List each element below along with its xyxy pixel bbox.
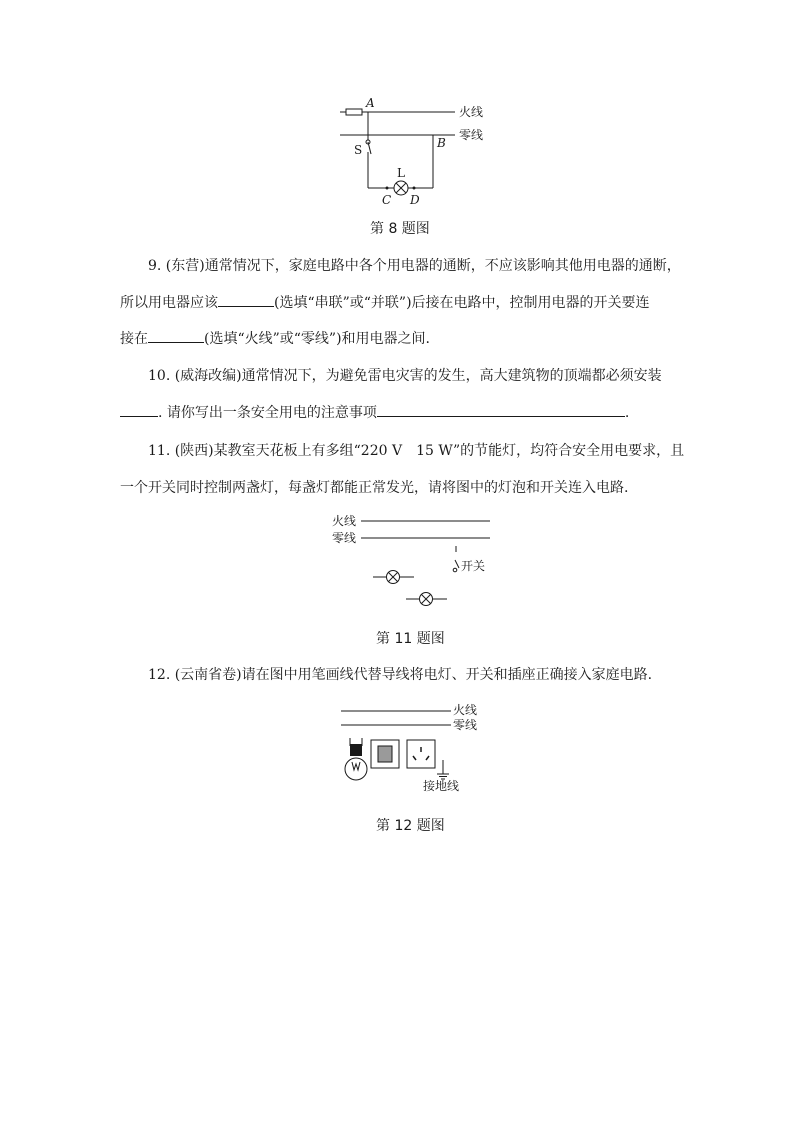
question-9 bbox=[120, 256, 680, 276]
label-d: D bbox=[410, 193, 420, 207]
question-11 bbox=[120, 441, 685, 461]
zero-line-label: 零线 bbox=[459, 128, 484, 142]
q10-blank-2[interactable] bbox=[377, 402, 625, 417]
q9-blank-1[interactable] bbox=[218, 292, 274, 307]
question-9-line2 bbox=[120, 292, 680, 313]
label-c: C bbox=[382, 193, 392, 207]
switch-icon bbox=[453, 546, 459, 572]
q9-line1: 9. (东营)通常情况下，家庭电路中各个用电器的通断，不应该影响其他用电器的通断， bbox=[148, 258, 681, 274]
figure-11-caption: 第 11 题图 bbox=[376, 631, 445, 647]
figure-11-circuit bbox=[330, 510, 500, 610]
q11-line2: 一个开关同时控制两盏灯，每盏灯都能正常发光，请将图中的灯泡和开关连入电路. bbox=[120, 480, 629, 496]
question-11-line2 bbox=[120, 478, 680, 498]
q9-line2-b: (选填“串联”或“并联”)后接在电路中，控制用电器的开关要连 bbox=[274, 295, 650, 311]
question-12 bbox=[120, 665, 680, 685]
wall-switch-icon bbox=[371, 740, 399, 768]
fig11-fire-line-label: 火线 bbox=[332, 514, 357, 528]
light-bulb-icon bbox=[345, 738, 367, 780]
label-s: S bbox=[354, 143, 363, 157]
figure-8-caption: 第 8 题图 bbox=[370, 221, 430, 237]
q9-line2-a: 所以用电器应该 bbox=[120, 295, 218, 311]
figure-12-caption: 第 12 题图 bbox=[376, 818, 445, 834]
q9-line3-b: (选填“火线”或“零线”)和用电器之间. bbox=[204, 331, 431, 347]
label-l: L bbox=[397, 166, 405, 180]
figure-8-circuit bbox=[330, 92, 500, 207]
q11-line1: 11. (陕西)某教室天花板上有多组“220 V 15 W”的节能灯，均符合安全用电要求，且 bbox=[148, 443, 685, 459]
q10-blank-1[interactable] bbox=[120, 402, 158, 417]
ground-icon bbox=[437, 760, 449, 779]
lamp-1-icon bbox=[387, 571, 400, 584]
q12-line1: 12. (云南省卷)请在图中用笔画线代替导线将电灯、开关和插座正确接入家庭电路. bbox=[148, 667, 653, 683]
ground-label: 接地线 bbox=[423, 779, 460, 793]
fig11-zero-line-label: 零线 bbox=[332, 531, 357, 545]
q10-line1: 10. (威海改编)通常情况下，为避免雷电灾害的发生，高大建筑物的顶端都必须安装 bbox=[148, 368, 662, 384]
switch-label: 开关 bbox=[461, 559, 486, 573]
label-b: B bbox=[437, 136, 446, 150]
question-10-line2 bbox=[120, 402, 680, 423]
fig12-zero-line-label: 零线 bbox=[453, 718, 478, 732]
lamp-icon bbox=[394, 181, 408, 195]
lamp-2-icon bbox=[420, 593, 433, 606]
question-10 bbox=[120, 366, 680, 386]
socket-icon bbox=[407, 740, 435, 768]
fig12-fire-line-label: 火线 bbox=[453, 703, 478, 717]
label-a: A bbox=[366, 96, 375, 110]
q10-line2-a: . 请你写出一条安全用电的注意事项 bbox=[158, 405, 377, 421]
figure-12-circuit bbox=[335, 698, 495, 798]
fuse-icon bbox=[346, 109, 362, 115]
question-9-line3 bbox=[120, 328, 680, 349]
q10-line2-b: . bbox=[624, 405, 630, 421]
q9-line3-a: 接在 bbox=[120, 331, 148, 347]
q9-blank-2[interactable] bbox=[148, 328, 204, 343]
fire-line-label: 火线 bbox=[459, 105, 484, 119]
